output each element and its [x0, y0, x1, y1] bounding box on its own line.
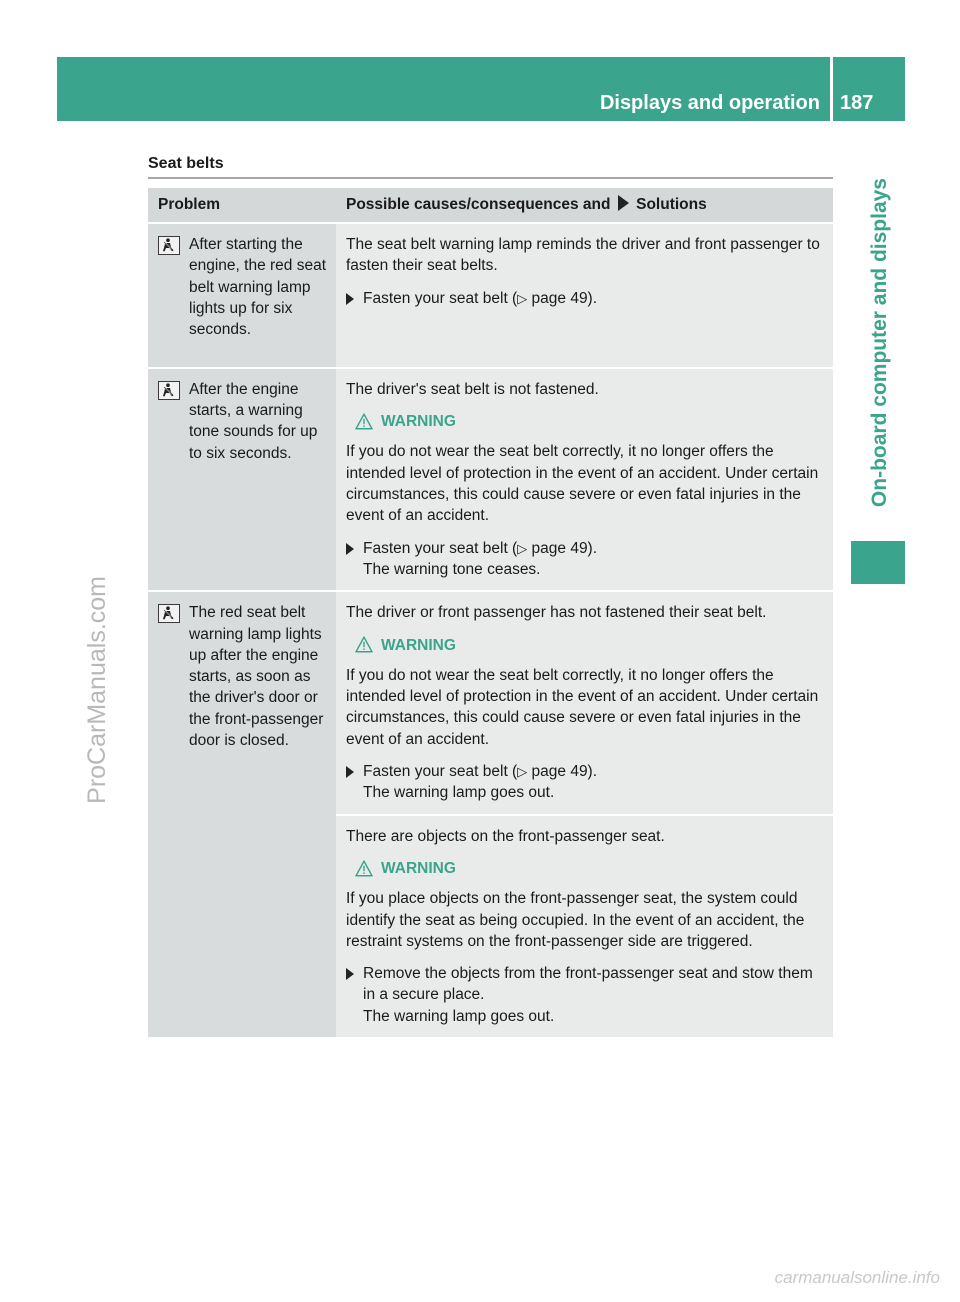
warning-text: If you do not wear the seat belt correctly, it no longer offers the intended level of protection in the event of an accident. Under certain circumstances, this could cause severe or even fatal injuries in the event of an accident. — [346, 443, 819, 525]
step-item — [346, 963, 826, 1027]
step-arrow-icon — [346, 293, 354, 305]
problem-cell — [148, 591, 336, 1038]
step-text: Fasten your seat belt ( — [363, 539, 518, 557]
seat-belt-warning-icon — [158, 236, 180, 255]
warning-triangle-icon — [355, 860, 373, 878]
header-solutions-text-after: Solutions — [636, 196, 707, 214]
watermark-text: ProCarManuals.com — [82, 576, 111, 804]
header-solutions-text: Possible causes/consequences and — [346, 196, 611, 214]
seat-belt-warning-icon — [158, 604, 180, 623]
warning-heading — [346, 635, 826, 656]
step-item — [346, 538, 826, 581]
cause-text: The driver or front passenger has not fastened their seat belt. — [346, 604, 767, 622]
step-arrow-icon — [346, 766, 354, 778]
step-text: Fasten your seat belt ( — [363, 763, 518, 781]
page-reference-triangle-icon: ▷ — [517, 290, 528, 306]
problem-cell — [148, 223, 336, 368]
page-reference-triangle-icon: ▷ — [517, 764, 528, 780]
warning-label: WARNING — [381, 413, 456, 431]
page-reference-link[interactable]: page 49). — [531, 539, 598, 557]
solution-cell — [336, 368, 833, 591]
solution-cell — [336, 591, 833, 814]
watermark — [72, 500, 122, 880]
page-reference-link[interactable]: page 49). — [531, 289, 598, 307]
result-text: The warning lamp goes out. — [363, 784, 555, 802]
solution-cell — [336, 815, 833, 1038]
problem-text: After starting the engine, the red seat belt warning lamp lights up for six seconds. — [189, 236, 327, 339]
side-tab-marker — [851, 541, 905, 584]
section-title: Seat belts — [148, 155, 224, 172]
table-header-row — [148, 188, 833, 223]
step-arrow-icon — [346, 968, 354, 980]
footer-watermark: carmanualsonline.info — [774, 1268, 940, 1287]
warning-triangle-icon — [355, 413, 373, 431]
problem-text: After the engine starts, a warning tone sounds for up to six seconds. — [189, 380, 318, 462]
warning-label: WARNING — [381, 636, 456, 654]
result-text: The warning lamp goes out. — [363, 1007, 555, 1025]
step-item — [346, 288, 826, 309]
warning-heading — [346, 411, 826, 432]
header-divider — [830, 57, 833, 121]
warning-heading — [346, 858, 826, 879]
page-number: 187 — [840, 92, 874, 114]
warning-triangle-icon — [355, 636, 373, 654]
page-header-title: Displays and operation — [599, 92, 820, 114]
step-item — [346, 761, 826, 804]
cause-text: The driver's seat belt is not fastened. — [346, 380, 599, 398]
result-text: The warning tone ceases. — [363, 560, 541, 578]
problem-text: The red seat belt warning lamp lights up after the engine starts, as soon as the driver's door or the front-passenger door is closed. — [189, 604, 324, 750]
problem-cell — [148, 368, 336, 591]
table-row — [148, 223, 833, 368]
cause-text: There are objects on the front-passenger seat. — [346, 827, 665, 845]
step-arrow-icon — [346, 543, 354, 555]
step-text: Remove the objects from the front-passenger seat and stow them in a secure place. — [363, 965, 813, 1004]
step-arrow-icon — [618, 195, 629, 211]
header-problem: Problem — [148, 188, 336, 223]
side-tab-label: On-board computer and displays — [868, 177, 891, 508]
warning-label: WARNING — [381, 859, 456, 877]
warning-text: If you do not wear the seat belt correctly, it no longer offers the intended level of protection in the event of an accident. Under certain circumstances, this could cause severe or even fatal injuries in the event of an accident. — [346, 666, 819, 748]
seat-belt-table — [148, 188, 833, 1039]
cause-text: The seat belt warning lamp reminds the driver and front passenger to fasten their seat belts. — [346, 236, 820, 275]
table-row — [148, 591, 833, 814]
table-row — [148, 368, 833, 591]
section-rule — [148, 177, 833, 179]
warning-text: If you place objects on the front-passenger seat, the system could identify the seat as being occupied. In the event of an accident, the restraint systems on the front-passenger side are triggered. — [346, 890, 805, 950]
page-reference-triangle-icon: ▷ — [517, 540, 528, 556]
page-reference-link[interactable]: page 49). — [531, 763, 598, 781]
solution-cell — [336, 223, 833, 368]
side-tab — [855, 160, 905, 525]
header-solutions — [336, 188, 833, 223]
seat-belt-warning-icon — [158, 381, 180, 400]
step-text: Fasten your seat belt ( — [363, 289, 518, 307]
